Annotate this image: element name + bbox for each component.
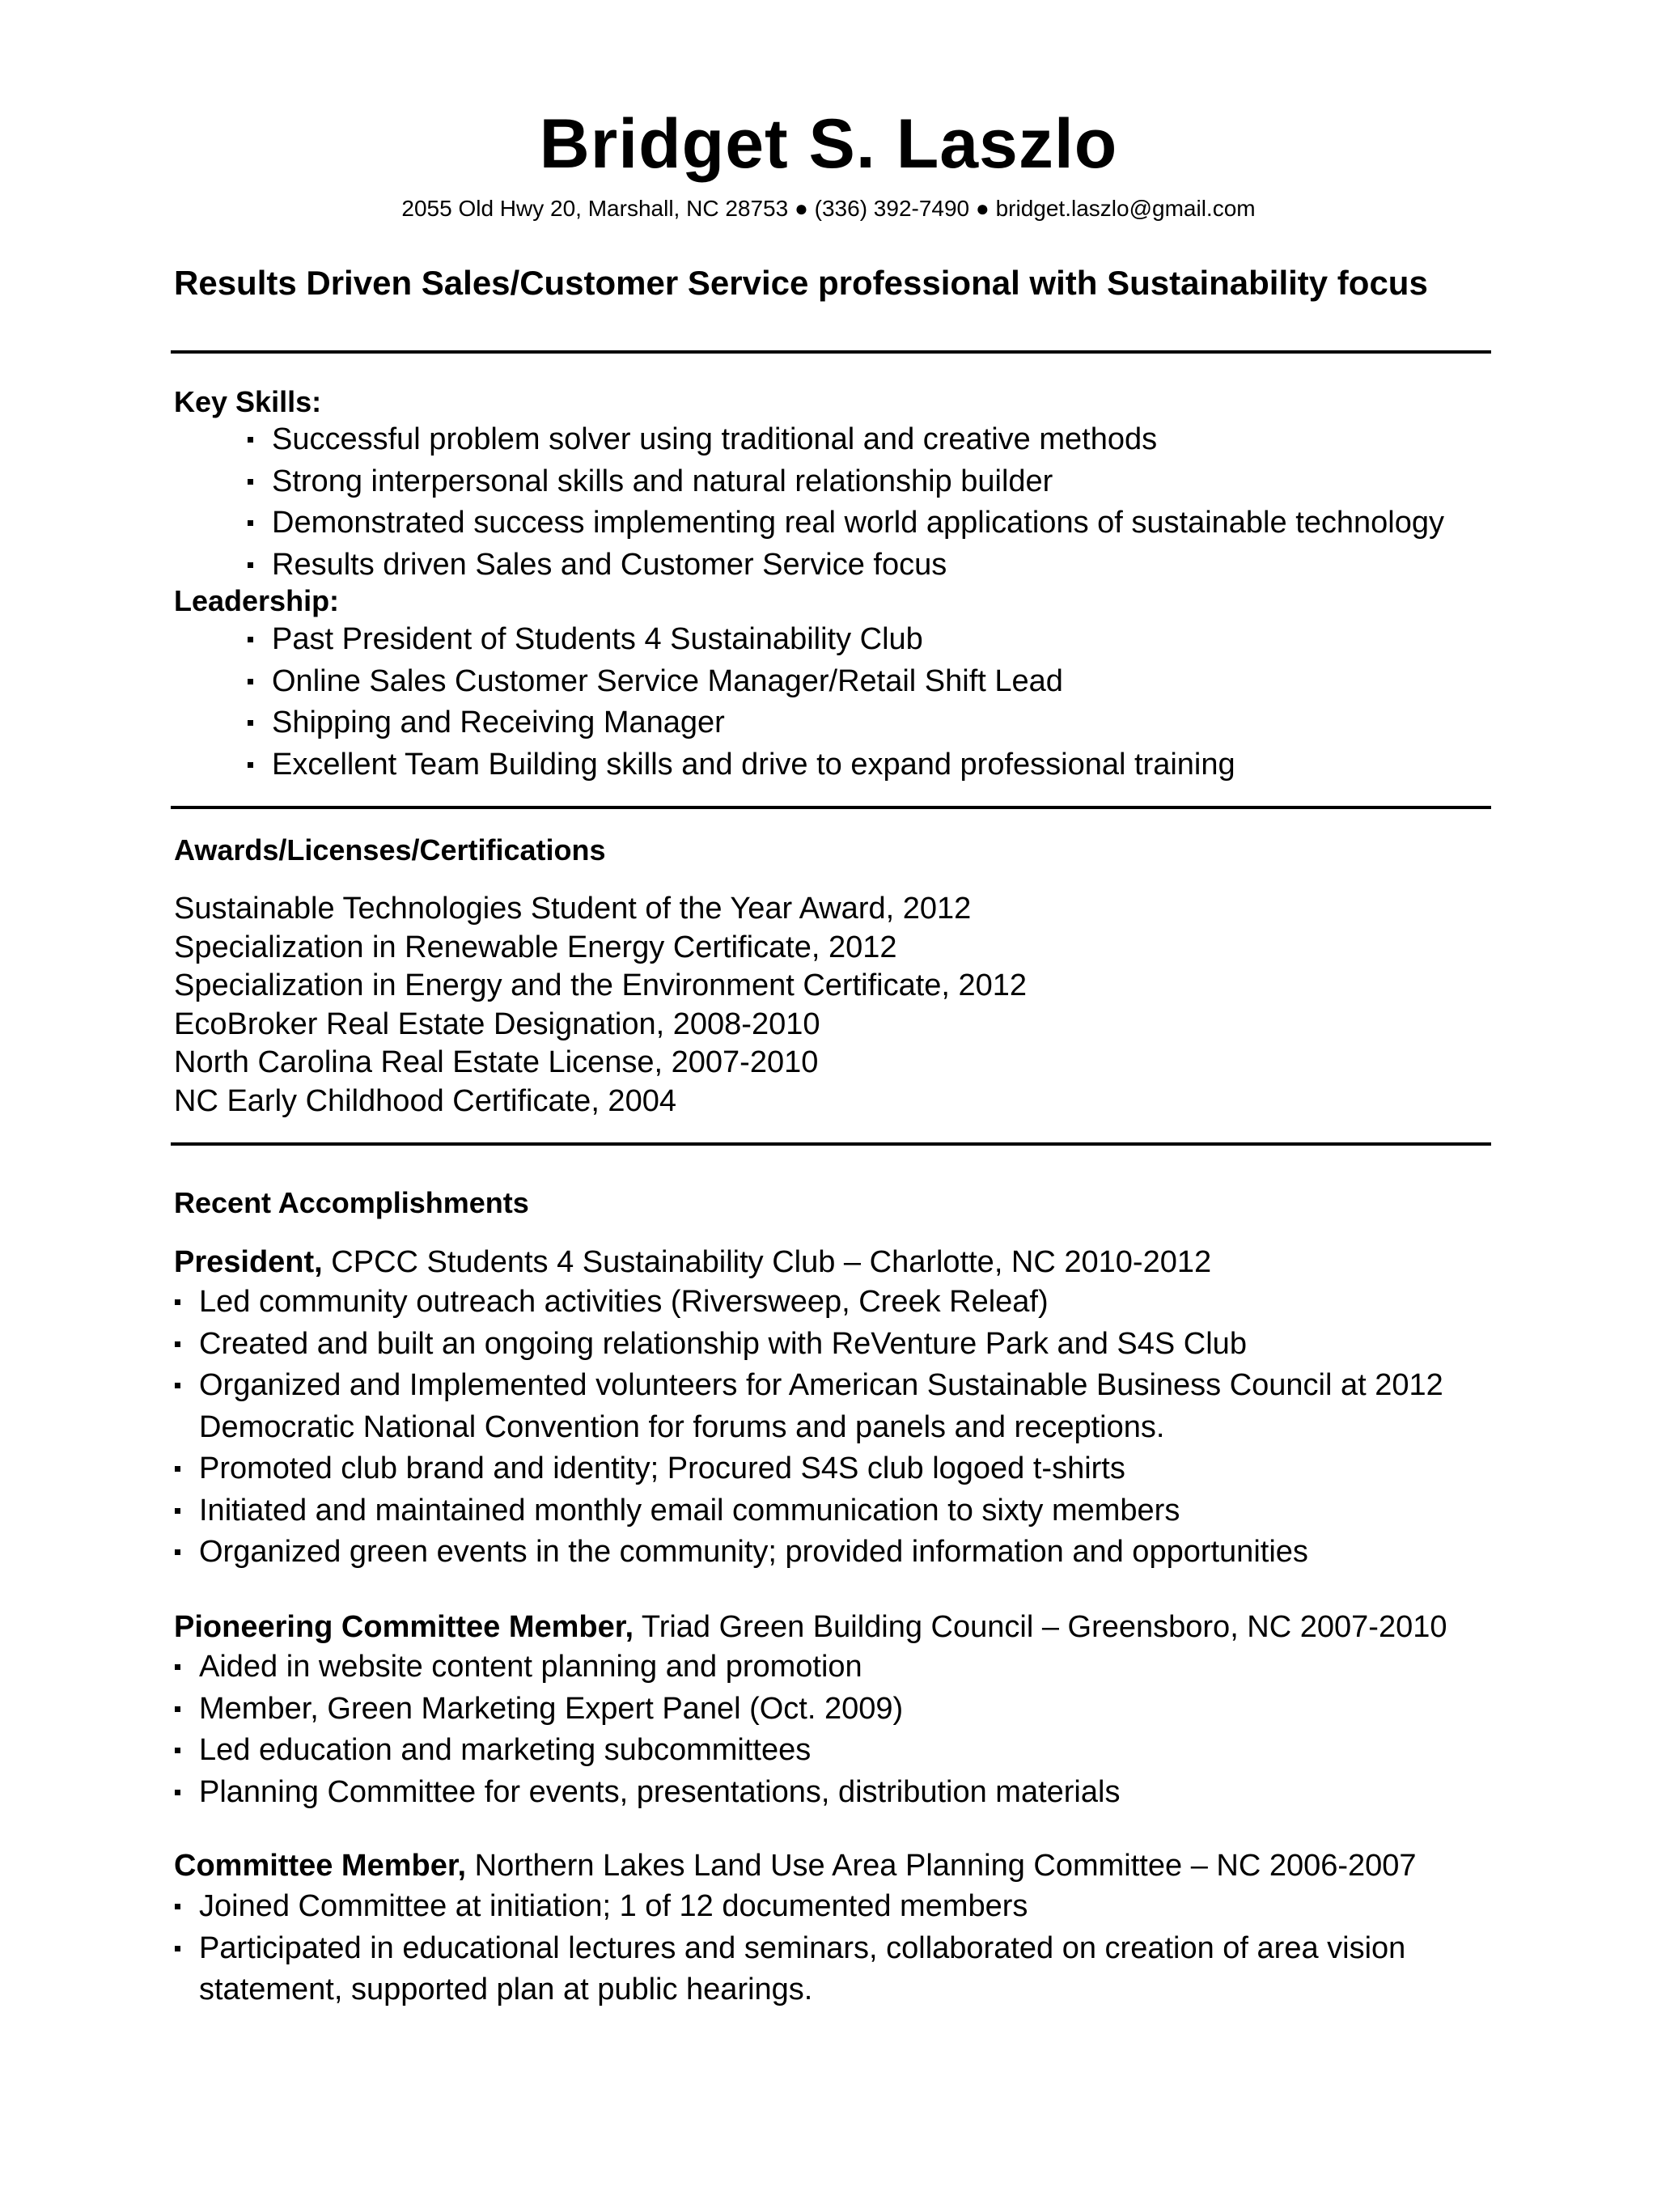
list-item: Member, Green Marketing Expert Panel (Oct. 2009) bbox=[175, 1689, 1120, 1731]
role-bullets bbox=[175, 1886, 1405, 2011]
list-item: Online Sales Customer Service Manager/Retail Shift Lead bbox=[248, 661, 1235, 703]
key-skills-heading: Key Skills: bbox=[174, 385, 322, 418]
bullet-icon bbox=[175, 1341, 180, 1347]
role-title: Committee Member, bbox=[174, 1849, 467, 1883]
bullet-icon bbox=[175, 1790, 180, 1795]
bullet-icon bbox=[248, 720, 253, 726]
list-item: Organized and Implemented volunteers for American Sustainable Business Council at 2012 bbox=[175, 1365, 1443, 1407]
bullet-icon bbox=[175, 1748, 180, 1753]
list-item: Specialization in Renewable Energy Certificate, 2012 bbox=[174, 930, 897, 964]
list-item: Excellent Team Building skills and drive to expand professional training bbox=[248, 744, 1235, 786]
bullet-icon bbox=[175, 1664, 180, 1670]
bullet-icon bbox=[248, 762, 253, 768]
bullet-icon bbox=[175, 1383, 180, 1388]
list-item: EcoBroker Real Estate Designation, 2008-2010 bbox=[174, 1006, 820, 1041]
bullet-icon bbox=[175, 1508, 180, 1514]
list-item: Successful problem solver using traditional and creative methods bbox=[248, 419, 1444, 461]
section-divider bbox=[171, 806, 1491, 809]
list-item-continuation: Democratic National Convention for forums and panels and receptions. bbox=[199, 1409, 1165, 1444]
accomplishments-heading: Recent Accomplishments bbox=[174, 1186, 529, 1219]
list-item: Specialization in Energy and the Environment Certificate, 2012 bbox=[174, 968, 1028, 1003]
section-divider bbox=[171, 1142, 1491, 1146]
role-organization: CPCC Students 4 Sustainability Club – Charlotte, NC 2010-2012 bbox=[322, 1245, 1212, 1279]
list-item: Joined Committee at initiation; 1 of 12 documented members bbox=[175, 1886, 1405, 1928]
list-item: Initiated and maintained monthly email communication to sixty members bbox=[175, 1490, 1443, 1532]
list-item: Led community outreach activities (Riversweep, Creek Releaf) bbox=[175, 1282, 1443, 1324]
list-item: Results driven Sales and Customer Service focus bbox=[248, 545, 1444, 587]
role-line bbox=[174, 1242, 1211, 1282]
list-item: Participated in educational lectures and seminars, collaborated on creation of area vision bbox=[175, 1928, 1405, 1970]
role-organization: Northern Lakes Land Use Area Planning Committee – NC 2006-2007 bbox=[466, 1849, 1417, 1883]
role-line bbox=[174, 1845, 1417, 1886]
bullet-icon bbox=[248, 437, 253, 443]
section-divider bbox=[171, 350, 1491, 354]
bullet-icon bbox=[248, 520, 253, 526]
bullet-icon bbox=[175, 1904, 180, 1909]
leadership-list bbox=[248, 619, 1235, 786]
bullet-icon bbox=[175, 1706, 180, 1712]
role-title: President, bbox=[174, 1245, 323, 1279]
key-skills-list bbox=[248, 419, 1444, 586]
bullet-icon bbox=[175, 1299, 180, 1305]
list-item: Sustainable Technologies Student of the Year Award, 2012 bbox=[174, 892, 972, 926]
role-bullets bbox=[175, 1282, 1443, 1574]
awards-heading: Awards/Licenses/Certifications bbox=[174, 833, 606, 867]
candidate-name: Bridget S. Laszlo bbox=[539, 105, 1118, 183]
bullet-icon bbox=[248, 679, 253, 684]
role-line bbox=[174, 1607, 1447, 1647]
bullet-icon bbox=[175, 1466, 180, 1472]
bullet-icon bbox=[248, 479, 253, 485]
list-item: Promoted club brand and identity; Procured S4S club logoed t-shirts bbox=[175, 1448, 1443, 1490]
list-item: Past President of Students 4 Sustainability Club bbox=[248, 619, 1235, 661]
list-item: Created and built an ongoing relationship with ReVenture Park and S4S Club bbox=[175, 1324, 1443, 1366]
bullet-icon bbox=[248, 562, 253, 568]
list-item-continuation: statement, supported plan at public hearings. bbox=[199, 1973, 813, 2006]
list-item: Shipping and Receiving Manager bbox=[248, 702, 1235, 744]
bullet-icon bbox=[248, 637, 253, 642]
list-item: Led education and marketing subcommittees bbox=[175, 1730, 1120, 1772]
list-item: Planning Committee for events, presentations, distribution materials bbox=[175, 1772, 1120, 1814]
list-item: Aided in website content planning and promotion bbox=[175, 1646, 1120, 1689]
list-item: Demonstrated success implementing real world applications of sustainable technology bbox=[248, 502, 1444, 545]
list-item: Organized green events in the community; provided information and opportunities bbox=[175, 1532, 1443, 1574]
list-item: Strong interpersonal skills and natural relationship builder bbox=[248, 461, 1444, 503]
list-item: NC Early Childhood Certificate, 2004 bbox=[174, 1083, 676, 1118]
list-item: North Carolina Real Estate License, 2007-2010 bbox=[174, 1045, 819, 1080]
bullet-icon bbox=[175, 1946, 180, 1951]
role-organization: Triad Green Building Council – Greensboro, NC 2007-2010 bbox=[634, 1610, 1447, 1644]
professional-tagline: Results Driven Sales/Customer Service professional with Sustainability focus bbox=[174, 264, 1428, 302]
role-title: Pioneering Committee Member, bbox=[174, 1610, 634, 1644]
contact-line: 2055 Old Hwy 20, Marshall, NC 28753 ● (336) 392-7490 ● bridget.laszlo@gmail.com bbox=[401, 196, 1256, 221]
leadership-heading: Leadership: bbox=[174, 584, 340, 617]
bullet-icon bbox=[175, 1549, 180, 1555]
role-bullets bbox=[175, 1646, 1120, 1813]
awards-list bbox=[174, 890, 1027, 1121]
